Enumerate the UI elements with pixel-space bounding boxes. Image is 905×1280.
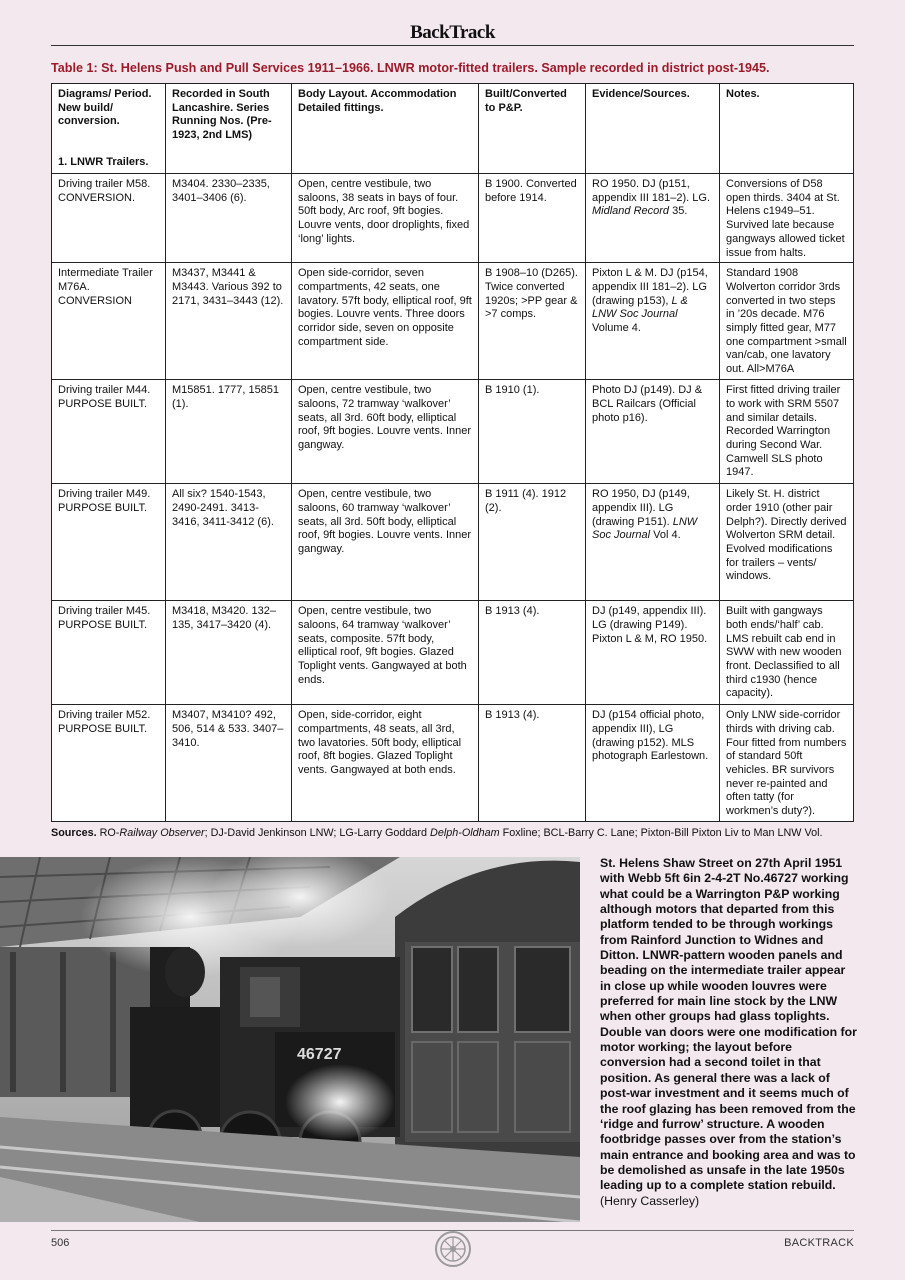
evidence-italic: LNW Soc Journal xyxy=(592,515,698,542)
cell-running-nos: M3407, M3410? 492, 506, 514 & 533. 3407–3410. xyxy=(166,705,292,822)
wheel-emblem-icon xyxy=(434,1230,472,1268)
header-body-layout: Body Layout. Accommodation Detailed fittings. xyxy=(292,84,479,174)
masthead-logo: BackTrack xyxy=(410,22,495,43)
cell-built: B 1913 (4). xyxy=(479,705,586,822)
cell-built: B 1913 (4). xyxy=(479,601,586,705)
cell-evidence xyxy=(586,484,720,601)
caption-credit: (Henry Casserley) xyxy=(600,1193,700,1208)
cell-diagram: Driving trailer M49. PURPOSE BUILT. xyxy=(52,484,166,601)
cell-notes: Likely St. H. district order 1910 (other pair Delph?). Directly derived Wolverton SRM detail. Evolved modifications for trailers – vents/ windows. xyxy=(720,484,854,601)
cell-diagram: Driving trailer M44. PURPOSE BUILT. xyxy=(52,380,166,484)
evidence-italic: L & LNW Soc Journal xyxy=(592,294,688,321)
cell-built: B 1900. Converted before 1914. xyxy=(479,174,586,263)
cell-notes: Built with gangways both ends/‘half’ cab. LMS rebuilt cab end in SWW with new wooden front. Declassified to all third c1930 (hence capacity). xyxy=(720,601,854,705)
cell-notes: Only LNW side-corridor thirds with driving cab. Four fitted from numbers of standard 50ft vehicles. BR survivors never re-painted and often tatty (for workmen’s duty?). xyxy=(720,705,854,822)
cell-body: Open, centre vestibule, two saloons, 72 tramway ‘walkover’ seats, all 3rd. 60ft body, elliptical roof, 9ft bogies. Louvre vents. Inner gangway. xyxy=(292,380,479,484)
header-diagram-label: Diagrams/ Period. New build/ conversion. xyxy=(58,88,152,128)
cell-evidence xyxy=(586,263,720,380)
cell-evidence xyxy=(586,174,720,263)
evidence-text-end: 35. xyxy=(669,205,688,218)
header-running-nos: Recorded in South Lancashire. Series Running Nos. (Pre-1923, 2nd LMS) xyxy=(166,84,292,174)
evidence-text: DJ (p149, appendix III). LG (drawing P149). Pixton L & M, RO 1950. xyxy=(592,605,708,645)
wheel-emblem-svg xyxy=(434,1230,472,1268)
cell-diagram: Driving trailer M58. CONVERSION. xyxy=(52,174,166,263)
cell-running-nos: M3404. 2330–2335, 3401–3406 (6). xyxy=(166,174,292,263)
table-row xyxy=(52,263,854,380)
cell-running-nos: M15851. 1777, 15851 (1). xyxy=(166,380,292,484)
cell-body: Open, centre vestibule, two saloons, 38 seats in bays of four. 50ft body, Arc roof, 9ft bogies. Louvre vents, door droplights, fixed ‘long’ lights. xyxy=(292,174,479,263)
table-row xyxy=(52,380,854,484)
cell-notes: Conversions of D58 open thirds. 3404 at St. Helens c1949–51. Survived late because gangways allowed ticket issue from halts. xyxy=(720,174,854,263)
cell-evidence xyxy=(586,601,720,705)
evidence-italic: Midland Record xyxy=(592,205,670,218)
cell-diagram: Driving trailer M52. PURPOSE BUILT. xyxy=(52,705,166,822)
evidence-text-end: Vol 4. xyxy=(650,529,681,542)
header-diagram xyxy=(52,84,166,174)
sources-note xyxy=(51,827,854,839)
cell-running-nos: M3437, M3441 & M3443. Various 392 to 2171, 3431–3443 (12). xyxy=(166,263,292,380)
evidence-text-end: Volume 4. xyxy=(592,322,641,335)
header-evidence: Evidence/Sources. xyxy=(586,84,720,174)
sources-label: Sources. xyxy=(51,827,97,839)
cell-notes: Standard 1908 Wolverton corridor 3rds converted in two steps in ’20s decade. M76 simply fitted gear, M77 one compartment >small van/cab, one lavatory out. All>M76A xyxy=(720,263,854,380)
evidence-text: RO 1950, DJ (p149, appendix III). LG (drawing P151). xyxy=(592,488,690,528)
table-title: Table 1: St. Helens Push and Pull Services 1911–1966. LNWR motor-fitted trailers. Sample recorded in district post-1945. xyxy=(51,61,770,75)
locomotive-photo xyxy=(0,857,580,1222)
cell-notes: First fitted driving trailer to work with SRM 5507 and similar details. Recorded Warrington during Second War. Camwell SLS photo 1947. xyxy=(720,380,854,484)
cell-body: Open, side-corridor, eight compartments, 48 seats, all 3rd, two lavatories. 50ft body, elliptical roof, 8ft bogies. Glazed Toplight vents. Gangwayed at both ends. xyxy=(292,705,479,822)
cell-body: Open side-corridor, seven compartments, 42 seats, one lavatory. 57ft body, elliptical roof, 9ft bogies. Louvre vents. Three doors corridor side, seven on opposite compartment side. xyxy=(292,263,479,380)
cell-running-nos: All six? 1540-1543, 2490-2491. 3413-3416, 3411-3412 (6). xyxy=(166,484,292,601)
cell-diagram: Intermediate Trailer M76A. CONVERSION xyxy=(52,263,166,380)
cell-built: B 1911 (4). 1912 (2). xyxy=(479,484,586,601)
table-row xyxy=(52,705,854,822)
table-row xyxy=(52,484,854,601)
header-rule xyxy=(51,45,854,46)
locomotive-photo-illustration xyxy=(0,857,580,1222)
cell-evidence xyxy=(586,705,720,822)
lnwr-trailers-subheader: 1. LNWR Trailers. xyxy=(58,156,149,169)
magazine-name: BACKTRACK xyxy=(784,1237,854,1249)
header-built: Built/Converted to P&P. xyxy=(479,84,586,174)
cell-body: Open, centre vestibule, two saloons, 60 tramway ‘walkover’ seats, all 3rd. 50ft body, elliptical roof, 9ft bogies. Louvre vents. Inner gangway. xyxy=(292,484,479,601)
cell-running-nos: M3418, M3420. 132–135, 3417–3420 (4). xyxy=(166,601,292,705)
table-row xyxy=(52,174,854,263)
photo-caption xyxy=(600,856,858,1209)
evidence-text: Pixton L & M. DJ (p154, appendix III 181–2). LG (drawing p153), xyxy=(592,267,708,307)
sources-text-3: Foxline; BCL-Barry C. Lane; Pixton-Bill Pixton Liv to Man LNW Vol. xyxy=(499,827,823,839)
page-number: 506 xyxy=(51,1237,70,1249)
sources-italic-2: Delph-Oldham xyxy=(430,827,500,839)
cell-diagram: Driving trailer M45. PURPOSE BUILT. xyxy=(52,601,166,705)
table-row xyxy=(52,601,854,705)
evidence-text: Photo DJ (p149). DJ & BCL Railcars (Official photo p16). xyxy=(592,384,703,424)
evidence-text: DJ (p154 official photo, appendix III), LG (drawing p152). MLS photograph Earlestown. xyxy=(592,709,709,763)
loco-number: 46727 xyxy=(297,1046,342,1063)
evidence-text: RO 1950. DJ (p151, appendix III 181–2). LG. xyxy=(592,178,711,204)
cell-evidence xyxy=(586,380,720,484)
sources-italic-1: Railway Observer xyxy=(119,827,205,839)
sources-text-1: RO- xyxy=(96,827,120,839)
table-header-row xyxy=(52,84,854,174)
trailers-table xyxy=(51,83,854,822)
cell-built: B 1908–10 (D265). Twice converted 1920s; >PP gear & >7 comps. xyxy=(479,263,586,380)
cell-built: B 1910 (1). xyxy=(479,380,586,484)
caption-text: St. Helens Shaw Street on 27th April 1951 with Webb 5ft 6in 2-4-2T No.46727 working what could be a Warrington P&P working although motors that departed from this platform tended to be through workings from Rainford Junction to Widnes and Ditton. LNWR-pattern wooden panels and beading on the intermediate trailer appear in close up while wooden louvres were preferred for main line stock by the LNW when other groups had glass toplights. Double van doors were one modification for motor working; the layout before conversion had a second toilet in that position. As general there was a lack of post-war investment and it seems much of the roof glazing has been removed from the ‘ridge and furrow’ structure. A wooden footbridge passes over from the station’s main entrance and booking area and was to be demolished as unsafe in the late 1950s leading up to a complete station rebuild. xyxy=(600,856,857,1193)
sources-text-2: ; DJ-David Jenkinson LNW; LG-Larry Goddard xyxy=(204,827,431,839)
header-notes: Notes. xyxy=(720,84,854,174)
cell-body: Open, centre vestibule, two saloons, 64 tramway ‘walkover’ seats, composite. 57ft body, elliptical roof, 9ft bogies. Glazed Toplight vents. Gangwayed at both ends. xyxy=(292,601,479,705)
